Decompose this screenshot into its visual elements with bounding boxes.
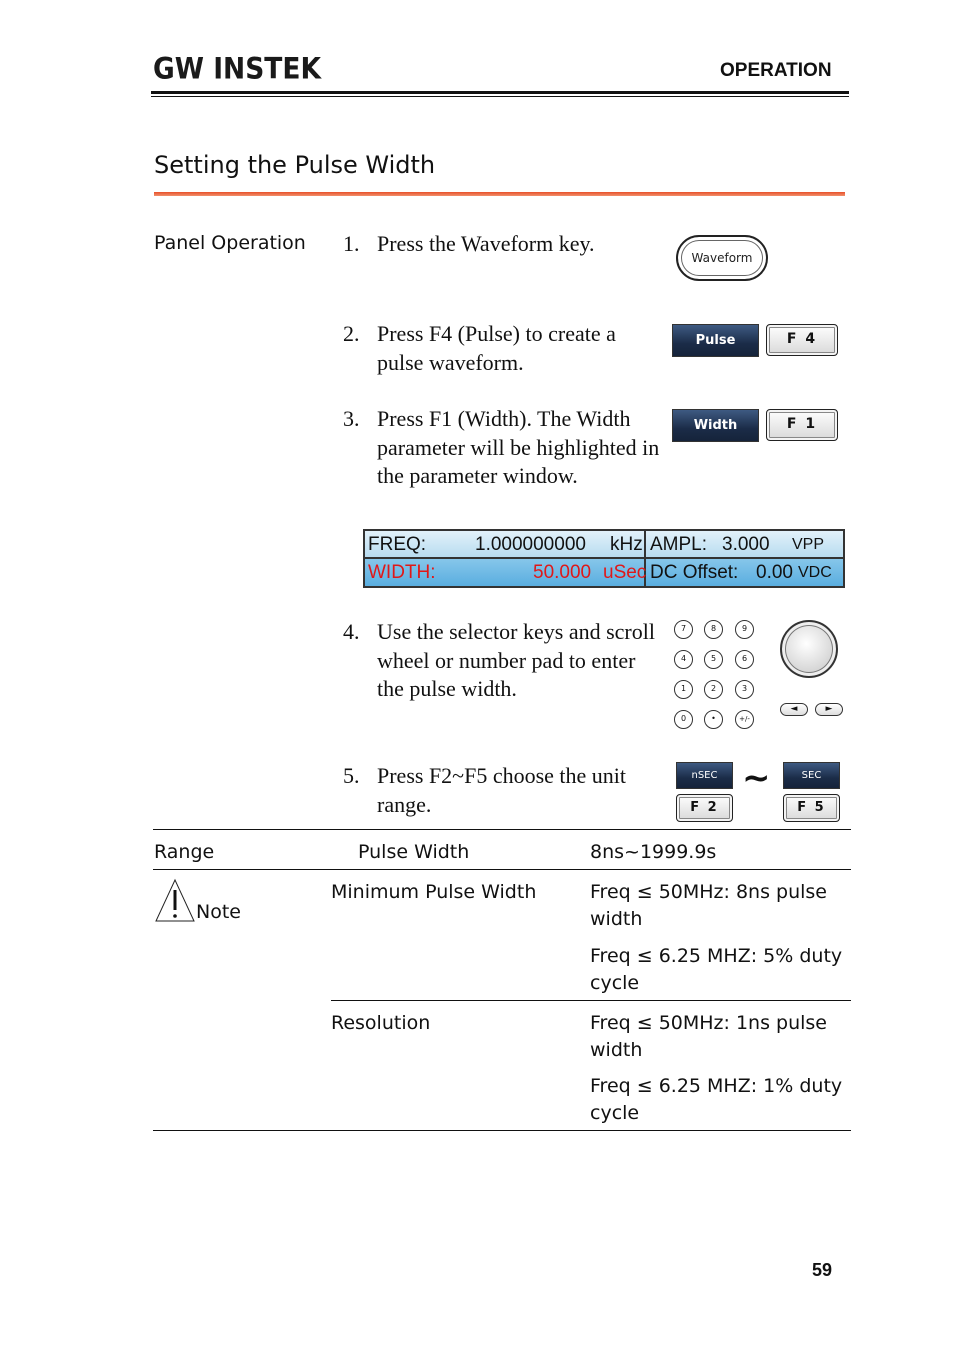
- warning-icon: [154, 878, 196, 928]
- freq-value: 1.000000000: [475, 534, 586, 555]
- width-softkey[interactable]: Width: [672, 409, 759, 442]
- keypad-0[interactable]: 0: [674, 710, 693, 729]
- table-top-rule: [153, 829, 851, 830]
- dc-unit: VDC: [798, 564, 832, 581]
- page-title: Setting the Pulse Width: [154, 151, 436, 179]
- step-number: 2.: [343, 321, 360, 346]
- left-arrow-key[interactable]: ◄: [780, 703, 808, 716]
- table-bottom-rule: [153, 1130, 851, 1131]
- keypad-6[interactable]: 6: [735, 650, 754, 669]
- freq-cell: [365, 531, 646, 558]
- keypad-4[interactable]: 4: [674, 650, 693, 669]
- step-number: 1.: [343, 231, 360, 256]
- resolution-value-1: Freq ≤ 50MHz: 1ns pulse width: [590, 1012, 827, 1061]
- step-text: Press F4 (Pulse) to create a pulse waveform.: [377, 321, 616, 375]
- width-value: 50.000: [533, 562, 592, 583]
- range-value: 8ns~1999.9s: [590, 841, 717, 863]
- parameter-window: [363, 529, 845, 588]
- brand-logo: [153, 53, 323, 90]
- keypad-7[interactable]: 7: [674, 620, 693, 639]
- title-underline: [154, 192, 845, 196]
- f2-key[interactable]: F 2: [676, 794, 733, 822]
- keypad-8[interactable]: 8: [704, 620, 723, 639]
- step-number: 3.: [343, 406, 360, 431]
- panel-operation-label: Panel Operation: [154, 232, 306, 254]
- gw-instek-logo: [153, 53, 323, 82]
- width-unit: uSec: [603, 562, 647, 583]
- table-rule: [331, 1000, 851, 1001]
- resolution-value-2: Freq ≤ 6.25 MHZ: 1% duty cycle: [590, 1075, 843, 1124]
- f5-key[interactable]: F 5: [783, 794, 840, 822]
- width-cell: [365, 559, 646, 586]
- dc-value: 0.00: [756, 562, 793, 583]
- table-rule: [153, 869, 851, 870]
- keypad-3[interactable]: 3: [735, 680, 754, 699]
- step-number: 4.: [343, 619, 360, 644]
- page-number: 59: [812, 1260, 833, 1280]
- dc-label: DC Offset:: [650, 562, 739, 583]
- waveform-key[interactable]: Waveform: [676, 235, 768, 281]
- ampl-label: AMPL:: [650, 534, 708, 555]
- freq-unit: kHz: [610, 534, 643, 555]
- sec-softkey[interactable]: SEC: [783, 762, 840, 789]
- freq-label: FREQ:: [368, 534, 427, 555]
- min-pulse-value-2: Freq ≤ 6.25 MHZ: 5% duty cycle: [590, 945, 843, 994]
- pulse-softkey[interactable]: Pulse: [672, 324, 759, 357]
- ampl-cell: [646, 531, 843, 558]
- nsec-softkey[interactable]: nSEC: [676, 762, 733, 789]
- range-label: Range: [154, 841, 215, 863]
- header-rule-thin: [151, 96, 849, 97]
- step-text: Press F2~F5 choose the unit range.: [377, 763, 627, 817]
- width-label: WIDTH:: [368, 562, 436, 583]
- scroll-wheel[interactable]: [780, 620, 838, 678]
- header-section-label: OPERATION: [720, 60, 832, 81]
- min-pulse-label: Minimum Pulse Width: [331, 881, 537, 903]
- right-arrow-key[interactable]: ►: [815, 703, 843, 716]
- resolution-label: Resolution: [331, 1012, 431, 1034]
- keypad-9[interactable]: 9: [735, 620, 754, 639]
- step-text: Use the selector keys and scroll wheel or number pad to enter the pulse width.: [377, 619, 655, 701]
- keypad-5[interactable]: 5: [704, 650, 723, 669]
- step-text: Press the Waveform key.: [377, 231, 595, 256]
- keypad-1[interactable]: 1: [674, 680, 693, 699]
- range-tilde: ~: [742, 758, 771, 798]
- logo-text: GW INSTEK: [153, 53, 323, 83]
- range-param: Pulse Width: [358, 841, 470, 863]
- step-number: 5.: [343, 763, 360, 788]
- step-text: Press F1 (Width). The Width parameter will be highlighted in the parameter window.: [377, 406, 660, 488]
- keypad-plus-minus[interactable]: +/-: [735, 710, 754, 729]
- min-pulse-value-1: Freq ≤ 50MHz: 8ns pulse width: [590, 881, 827, 930]
- dc-offset-cell: [646, 559, 843, 586]
- note-label: Note: [196, 901, 241, 923]
- keypad-dot[interactable]: •: [704, 710, 723, 729]
- f4-key[interactable]: F 4: [766, 324, 838, 356]
- ampl-unit: VPP: [792, 536, 825, 553]
- ampl-value: 3.000: [722, 534, 770, 555]
- f1-key[interactable]: F 1: [766, 409, 838, 441]
- header-rule: [151, 91, 849, 94]
- keypad-2[interactable]: 2: [704, 680, 723, 699]
